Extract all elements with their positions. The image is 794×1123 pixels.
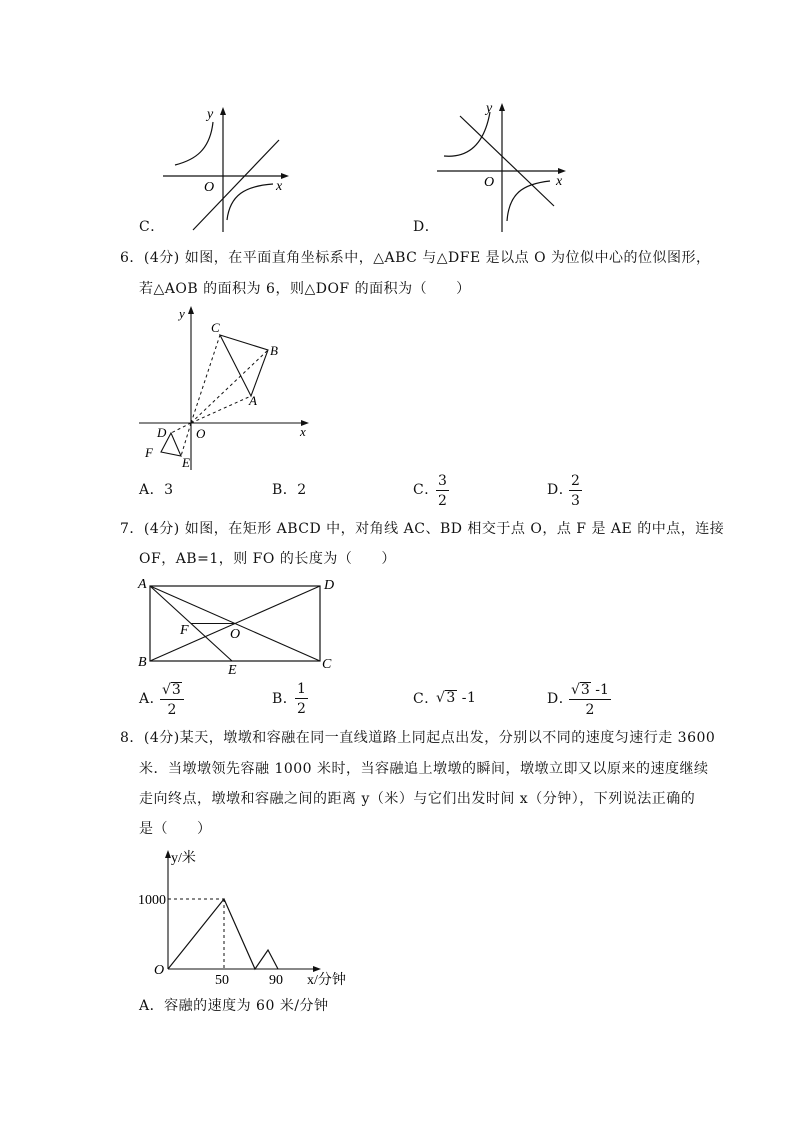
q7-option-c-value: √3 -1	[436, 690, 477, 706]
x-axis-label: x	[300, 424, 306, 439]
question-8-line-4: 是（ ）	[139, 821, 212, 837]
point-e-label: E	[182, 455, 190, 470]
point-b-label: B	[270, 343, 278, 358]
q7-option-b-fraction: $\frac{1}{2}$	[297, 681, 306, 717]
origin-label: O	[204, 180, 215, 195]
q7-option-a-fraction: $\frac{√3}{2}$	[160, 682, 184, 717]
q7-option-d-label: D．	[547, 691, 574, 707]
point-b-label: B	[138, 655, 147, 670]
question-7-line-1: 7．(4分) 如图，在矩形 ABCD 中，对角线 AC、BD 相交于点 O，点 F 是 AE 的中点，连接	[120, 521, 725, 537]
q7-option-a-label: A．	[139, 691, 165, 707]
y-axis-label: y	[486, 101, 493, 116]
y-tick-1000: 1000	[138, 893, 166, 908]
y-axis-label: y	[207, 107, 214, 122]
point-c-label: C	[322, 657, 332, 672]
q6-option-d-label: D．	[547, 482, 574, 498]
point-e-label: E	[228, 663, 237, 677]
point-c-label: C	[211, 320, 220, 335]
x-tick-90: 90	[269, 973, 283, 988]
q6-option-d-fraction: $\frac{2}{3}$	[571, 473, 580, 509]
graph-option-c	[155, 100, 295, 235]
q8-option-a: A．容融的速度为 60 米/分钟	[139, 998, 329, 1014]
y-axis-label: y/米	[171, 851, 196, 866]
graph-option-d	[432, 96, 582, 236]
x-axis-label: x	[276, 179, 283, 194]
question-8-figure	[135, 842, 365, 992]
point-f-label: F	[145, 445, 153, 460]
origin-label: O	[484, 175, 495, 190]
origin-label: O	[196, 426, 206, 441]
x-axis-label: x	[556, 174, 563, 189]
point-d-label: D	[324, 578, 335, 593]
point-d-label: D	[157, 425, 167, 440]
option-d-label: D．	[413, 219, 440, 235]
question-8-line-1: 8．(4分)某天，墩墩和容融在同一直线道路上同起点出发，分别以不同的速度匀速行走 3600	[120, 730, 716, 746]
point-f-label: F	[180, 623, 189, 638]
point-o-label: O	[230, 627, 241, 642]
question-7-line-2: OF，AB=1，则 FO 的长度为（ ）	[139, 551, 396, 567]
question-6-figure	[135, 300, 325, 475]
point-a-label: A	[138, 577, 147, 592]
q6-option-a: A．3	[139, 482, 174, 498]
x-axis-label: x/分钟	[307, 973, 346, 988]
question-6-line-1: 6．(4分) 如图，在平面直角坐标系中，△ABC 与△DFE 是以点 O 为位似中心的位似图形，	[120, 250, 711, 266]
question-8-line-3: 走向终点，墩墩和容融之间的距离 y（米）与它们出发时间 x（分钟），下列说法正确的	[139, 791, 696, 807]
q6-option-c-fraction: $\frac{3}{2}$	[438, 473, 447, 509]
question-7-figure	[132, 572, 342, 677]
x-tick-50: 50	[215, 973, 229, 988]
point-a-label: A	[249, 393, 257, 408]
q7-option-d-fraction: $\frac{√3 -1}{2}$	[571, 682, 609, 718]
y-axis-label: y	[179, 306, 185, 321]
question-6-line-2: 若△AOB 的面积为 6，则△DOF 的面积为（ ）	[139, 281, 471, 297]
question-8-line-2: 米．当墩墩领先容融 1000 米时，当容融追上墩墩的瞬间，墩墩立即又以原来的速度继续	[139, 761, 709, 777]
option-c-label: C．	[139, 219, 165, 235]
q6-option-b: B．2	[272, 482, 307, 498]
q7-option-c-label: C．	[413, 691, 439, 707]
origin-label: O	[154, 963, 165, 978]
q7-option-b-label: B．	[272, 691, 298, 707]
q6-option-c-label: C．	[413, 482, 439, 498]
